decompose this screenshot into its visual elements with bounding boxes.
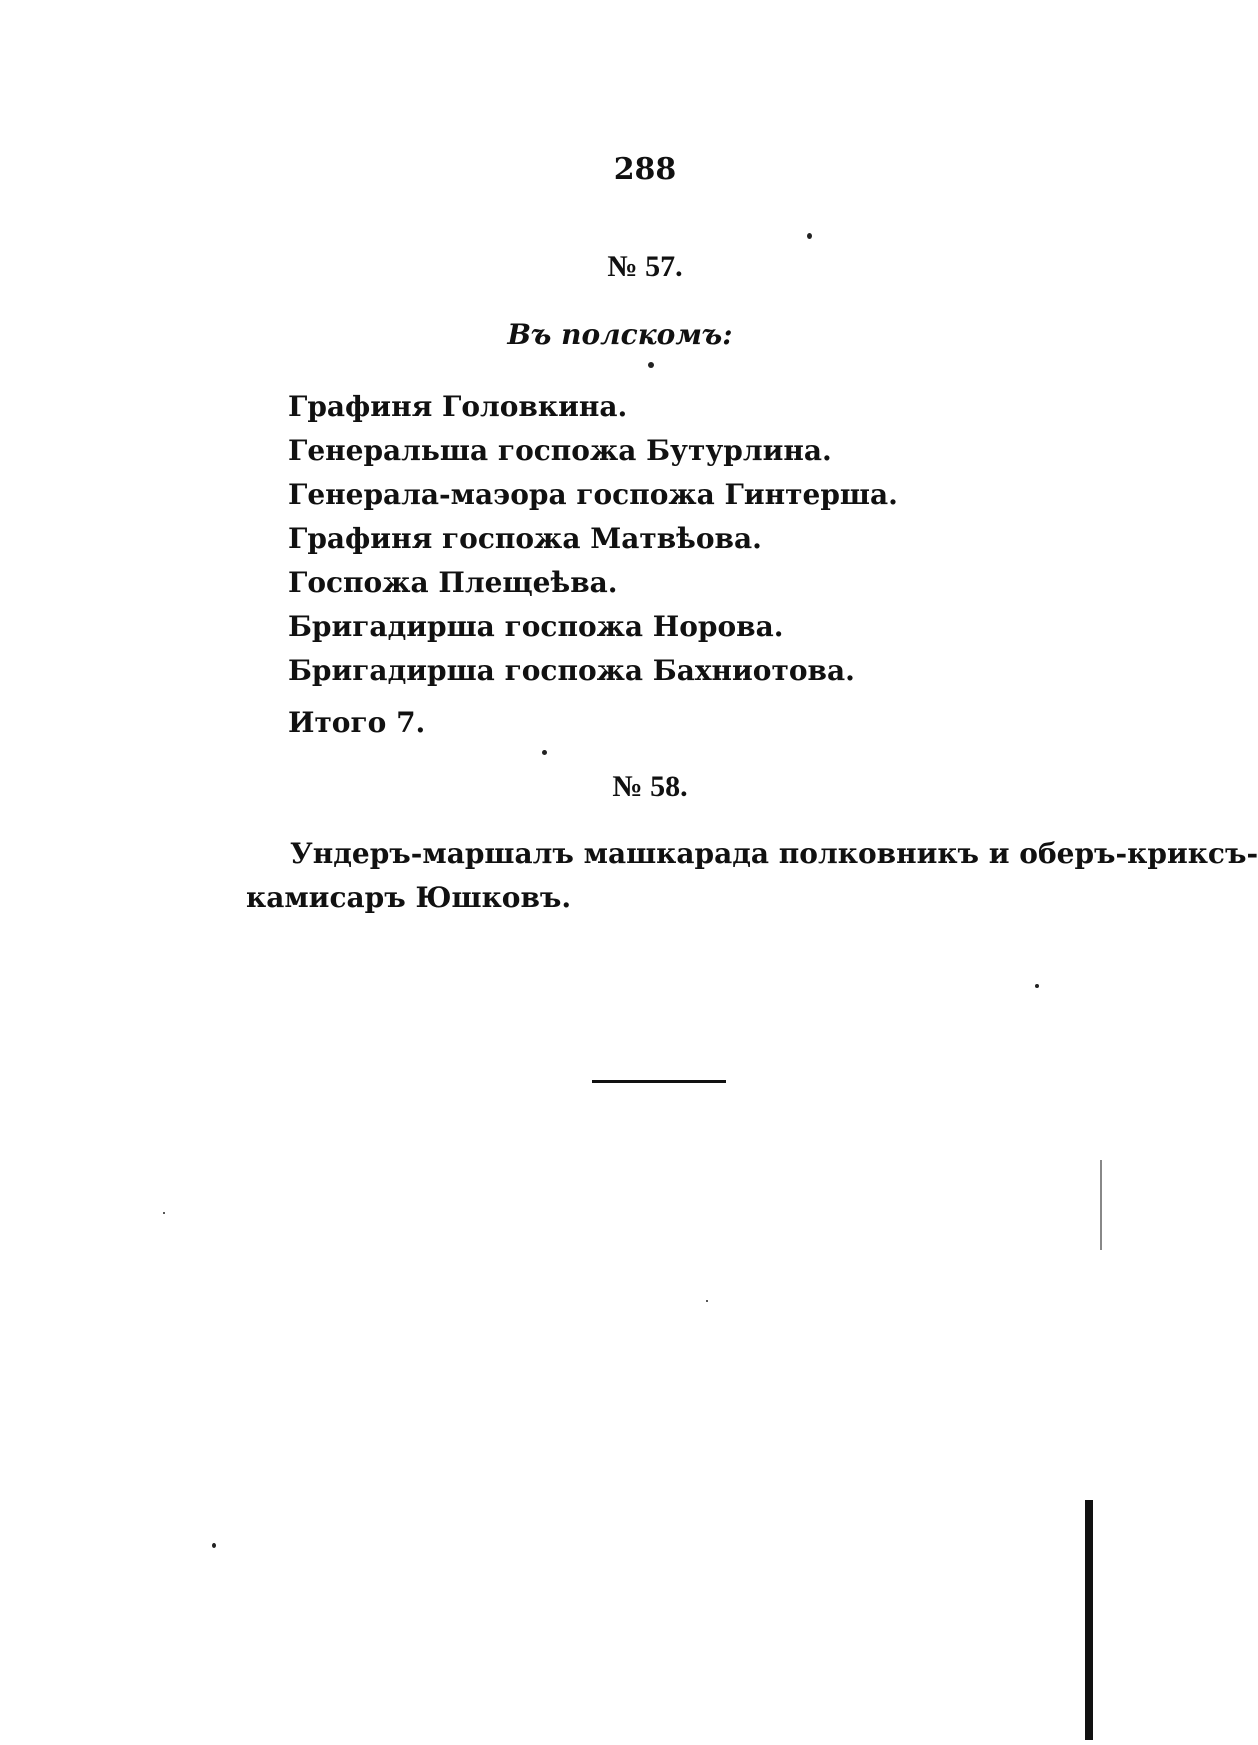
list-item: Генерала-маэора госпожа Гинтерша.	[288, 478, 898, 511]
scan-edge-shadow	[1085, 1500, 1093, 1740]
scan-speck	[807, 233, 812, 239]
list-item: Графиня Головкина.	[288, 390, 628, 423]
scan-edge-shadow	[1100, 1160, 1102, 1250]
list-item: Графиня госпожа Матвѣова.	[288, 522, 762, 555]
section-58-text-line-2: камисаръ Юшковъ.	[246, 881, 572, 914]
scan-speck	[706, 1300, 708, 1302]
section-58-text-line-1: Ундеръ-маршалъ машкарада полковникъ и оберъ-криксъ-	[290, 837, 1258, 870]
scan-speck	[212, 1543, 216, 1548]
scan-speck	[163, 1212, 165, 1214]
section-57-entries	[288, 385, 898, 693]
page-number: 288	[613, 152, 677, 187]
section-57-subheading: Въ полскомъ:	[507, 318, 733, 351]
list-item: Генеральша госпожа Бутурлина.	[288, 434, 832, 467]
scan-speck	[1035, 984, 1039, 988]
section-end-rule	[592, 1080, 726, 1083]
scan-speck	[648, 362, 654, 368]
list-item: Бригадирша госпожа Бахниотова.	[288, 654, 855, 687]
section-58-text	[246, 832, 1258, 920]
section-57-number: № 57.	[607, 250, 683, 283]
list-item: Госпожа Плещеѣва.	[288, 566, 618, 599]
section-58-number: № 58.	[612, 770, 688, 803]
scan-speck	[542, 750, 547, 755]
list-item: Бригадирша госпожа Норова.	[288, 610, 784, 643]
section-57-total: Итого 7.	[288, 706, 426, 739]
